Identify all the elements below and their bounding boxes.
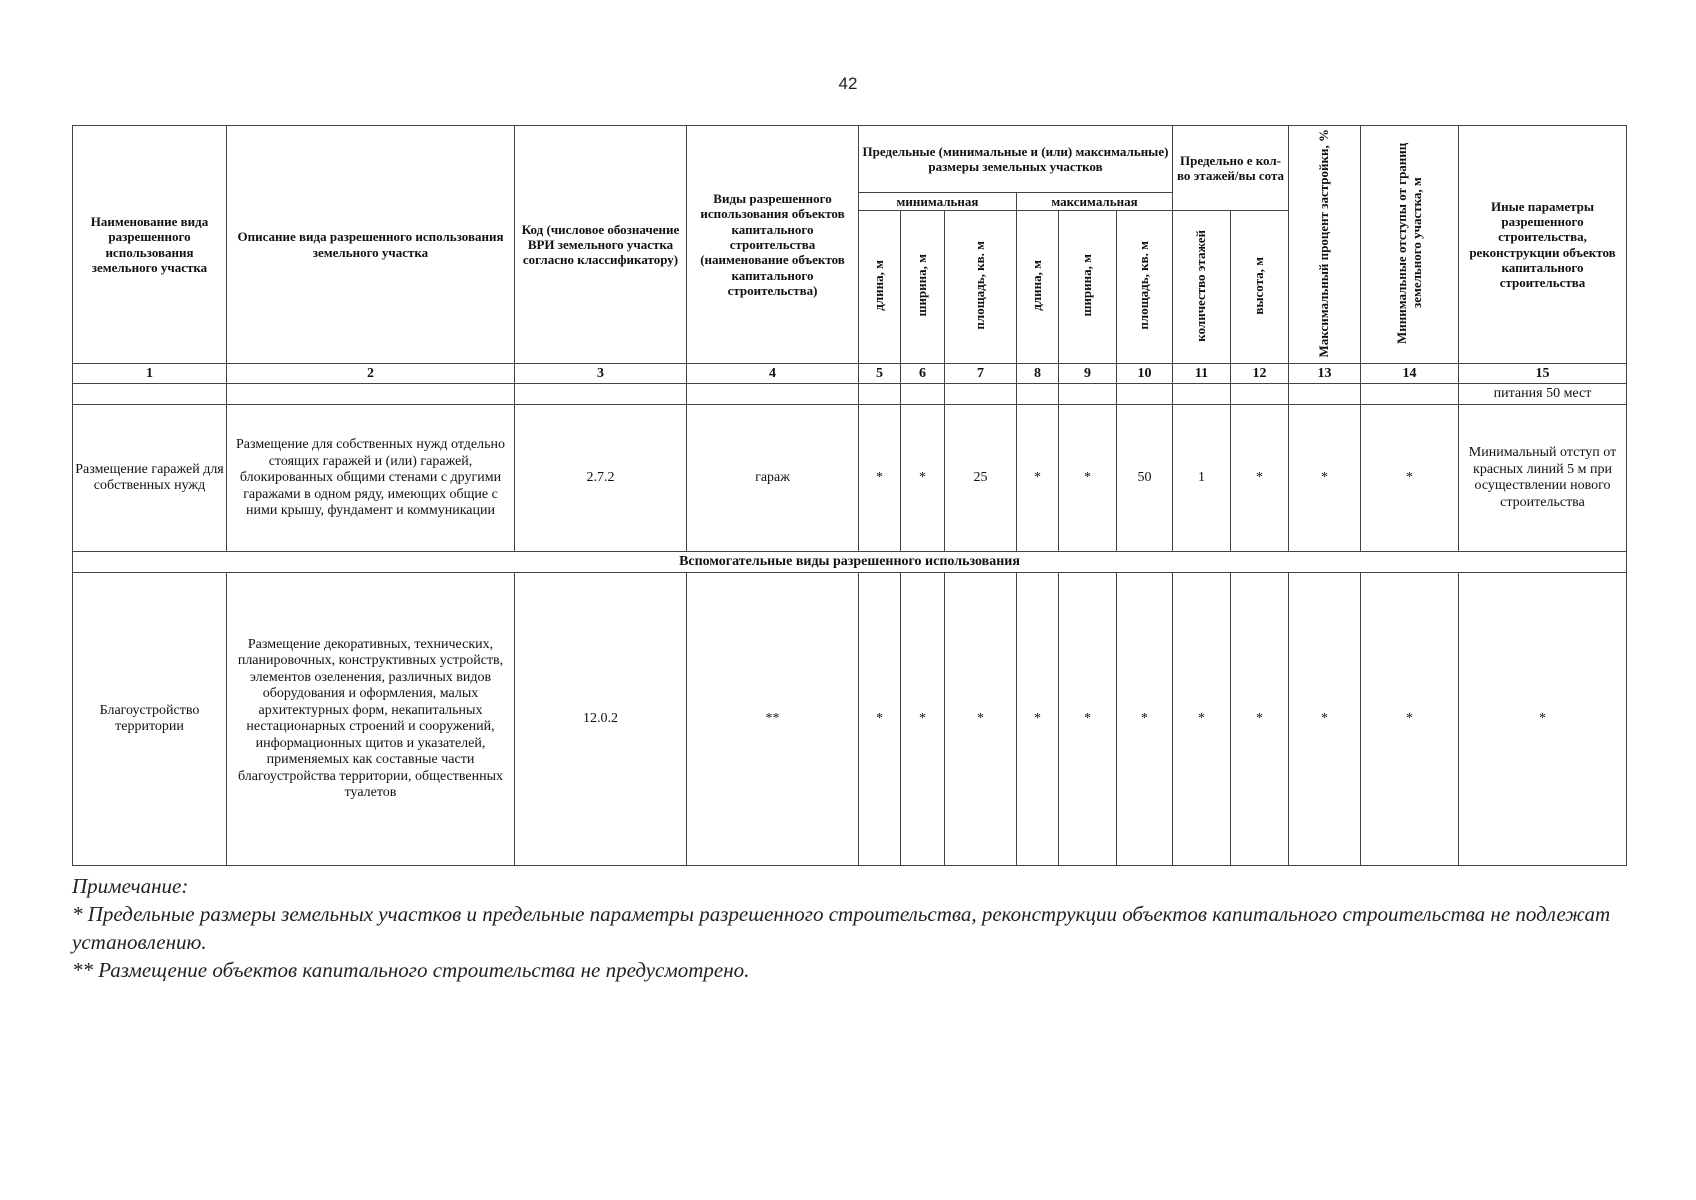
column-number: 4 [687, 364, 859, 384]
cell-setbacks: * [1361, 573, 1459, 866]
header-max-length [1017, 211, 1059, 364]
cell-types: ** [687, 573, 859, 866]
header-limits-group: Предельные (минимальные и (или) максимальные) размеры земельных участков [859, 126, 1173, 193]
header-max-group: максимальная [1017, 193, 1173, 211]
header-max-width [1059, 211, 1117, 364]
cell-max-length: * [1017, 573, 1059, 866]
header-floors-count-text: количество этажей [1193, 229, 1209, 342]
header-min-group: минимальная [859, 193, 1017, 211]
header-name: Наименование вида разрешенного использования земельного участка [73, 126, 227, 364]
cell-max-length: * [1017, 405, 1059, 552]
cell-floors: 1 [1173, 405, 1231, 552]
cell-min-length: * [859, 573, 901, 866]
header-floors-count [1173, 211, 1231, 364]
cell-other: Минимальный отступ от красных линий 5 м при осуществлении нового строительства [1459, 405, 1627, 552]
column-number: 3 [515, 364, 687, 384]
cell-description: Размещение декоративных, технических, планировочных, конструктивных устройств, элементов озеленения, различных видов оборудования и оформления, малых архитектурных форм, некапитальных нестационарных строений и сооружений, информационных щитов и указателей, применяемых как составные части благоустройства территории, общественных туалетов [227, 573, 515, 866]
header-min-width-text: ширина, м [914, 254, 930, 317]
column-number: 2 [227, 364, 515, 384]
header-other-params: Иные параметры разрешенного строительства, реконструкции объектов капитального строительства [1459, 126, 1627, 364]
cell-height: * [1231, 573, 1289, 866]
continuation-text: питания 50 мест [1459, 384, 1627, 405]
column-number: 15 [1459, 364, 1627, 384]
zoning-table [72, 125, 1627, 866]
header-min-area-text: площадь, кв. м [972, 241, 988, 330]
cell-min-area: * [945, 573, 1017, 866]
column-number: 5 [859, 364, 901, 384]
header-min-length-text: длина, м [871, 260, 887, 312]
header-code: Код (числовое обозначение ВРИ земельного участка согласно классификатору) [515, 126, 687, 364]
page-number: 42 [838, 74, 858, 93]
cell-max-width: * [1059, 573, 1117, 866]
cell-max-area: 50 [1117, 405, 1173, 552]
header-height-text: высота, м [1251, 256, 1267, 315]
cell-code: 2.7.2 [515, 405, 687, 552]
header-description: Описание вида разрешенного использования земельного участка [227, 126, 515, 364]
note-2: ** Размещение объектов капитального строительства не предусмотрено. [72, 958, 750, 982]
header-min-area [945, 211, 1017, 364]
header-min-length [859, 211, 901, 364]
cell-height: * [1231, 405, 1289, 552]
header-min-setbacks [1361, 126, 1459, 364]
header-max-percent-text: Максимальный процент застройки, % [1316, 128, 1332, 358]
cell-min-width: * [901, 405, 945, 552]
cell-min-length: * [859, 405, 901, 552]
column-number: 9 [1059, 364, 1117, 384]
header-floors-group: Предельно е кол-во этажей/вы сота [1173, 126, 1289, 211]
header-types: Виды разрешенного использования объектов капитального строительства (наименование объектов капитального строительства) [687, 126, 859, 364]
cell-types: гараж [687, 405, 859, 552]
column-number: 12 [1231, 364, 1289, 384]
cell-max-width: * [1059, 405, 1117, 552]
header-max-percent [1289, 126, 1361, 364]
column-number: 10 [1117, 364, 1173, 384]
column-number: 14 [1361, 364, 1459, 384]
cell-max-percent: * [1289, 573, 1361, 866]
continuation-row [73, 384, 1627, 405]
cell-max-percent: * [1289, 405, 1361, 552]
column-number: 11 [1173, 364, 1231, 384]
notes-title: Примечание: [72, 874, 189, 898]
column-number: 6 [901, 364, 945, 384]
column-number: 8 [1017, 364, 1059, 384]
cell-floors: * [1173, 573, 1231, 866]
cell-min-area: 25 [945, 405, 1017, 552]
cell-name: Размещение гаражей для собственных нужд [73, 405, 227, 552]
cell-name: Благоустройство территории [73, 573, 227, 866]
note-1: * Предельные размеры земельных участков и предельные параметры разрешенного строительства, реконструкции объектов капитального строительства не подлежат установлению. [72, 902, 1611, 954]
column-number: 7 [945, 364, 1017, 384]
header-max-length-text: длина, м [1029, 260, 1045, 312]
column-number: 1 [73, 364, 227, 384]
notes [72, 872, 1632, 984]
table-row [73, 573, 1627, 866]
table-row [73, 405, 1627, 552]
cell-min-width: * [901, 573, 945, 866]
header-max-area-text: площадь, кв. м [1136, 241, 1152, 330]
cell-code: 12.0.2 [515, 573, 687, 866]
cell-other: * [1459, 573, 1627, 866]
header-max-area [1117, 211, 1173, 364]
cell-max-area: * [1117, 573, 1173, 866]
column-number: 13 [1289, 364, 1361, 384]
header-height [1231, 211, 1289, 364]
cell-setbacks: * [1361, 405, 1459, 552]
cell-description: Размещение для собственных нужд отдельно стоящих гаражей и (или) гаражей, блокированных общими стенами с другими гаражами в одном ряду, имеющих общие с ними крышу, фундамент и коммуникации [227, 405, 515, 552]
header-max-width-text: ширина, м [1079, 254, 1095, 317]
header-min-width [901, 211, 945, 364]
section-auxiliary-title: Вспомогательные виды разрешенного использования [73, 552, 1627, 573]
header-min-setbacks-text: Минимальные отступы от границ земельного участка, м [1393, 142, 1424, 344]
